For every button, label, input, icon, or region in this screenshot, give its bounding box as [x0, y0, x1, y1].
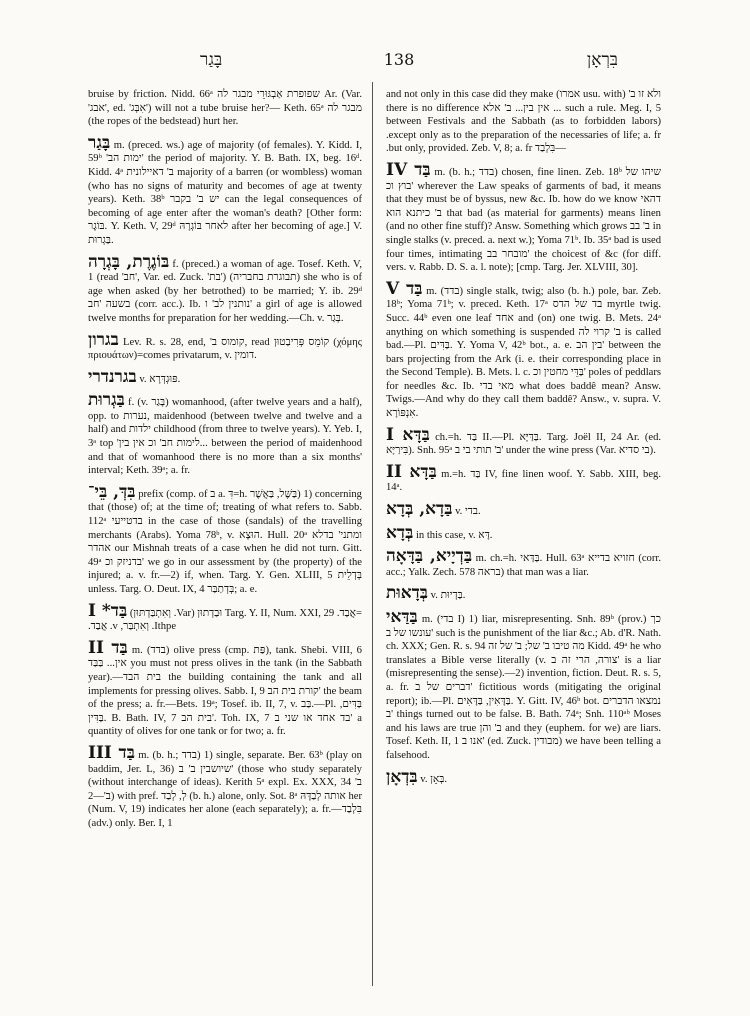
entry-definition: v. בַּדְיוּת. — [430, 590, 466, 602]
entry-headword: בּוֹגֶרֶת, בָּגְרָה — [88, 251, 170, 272]
dictionary-entry — [386, 585, 661, 603]
dictionary-entry — [88, 251, 362, 326]
entry-headword: בָּגַר — [88, 132, 111, 153]
dictionary-entry — [386, 522, 661, 543]
entry-definition: v. בדי. — [455, 506, 481, 518]
entry-definition: Lev. R. s. 28, end, 'קומוס ב, read קוֹמֵס פְּרִיבַטוּן (χόμης πριουάτων)=comes privatarum, v. דומין. — [88, 336, 362, 362]
dictionary-entry — [88, 132, 362, 248]
dictionary-entry — [386, 159, 661, 275]
entry-definition: v. פּוּגְדְּרָא. — [139, 373, 181, 385]
entry-headword: בִּדְאָן — [386, 766, 418, 787]
entry-definition: m. (בדד) olive press (cmp. פַּת), tank. Shebi. VIII, 6 אין... בַּבַּד you must not press olives in the tank (in the Sabbath year).—בית הבד the building containing the tank and all implements for pressing olives. Sabb. I, 9 קורת בית הב' the beam of the press; a. fr.—Bets. 19ᵃ; Tosef. ib. II, 7, v. בַּב.—Pl. בַּדִּים, בַּדִּין. B. Bath. IV, 7 בית הב'. Toh. IX, 7 בד אחד או שני ב' a quantity of olives for one tank or for two; a. fr. — [88, 644, 362, 738]
dictionary-entry — [88, 742, 362, 831]
entry-definition: m. (preced. ws.) age of majority (of females). Y. Kidd. I, 59ᵇ 'ימות הב' the period of majority. Y. B. Bath. IX, beg. 16ᵈ. Kidd. 4ᵃ ב' דאיילונית majority of a barren (or wombless) woman (who has no signs of maturity and becomes of age at twenty years). Keth. 38ᵇ יש ב' בקבר can the legal consequences of becoming of age enter after the woman's death? [Other form: בּוֹגֶר. Y. Keth. V, 29ᵈ לאחר בּוֹגְרָהּ after her becoming of age.] V. בַּגְרוּת. — [88, 139, 362, 246]
entry-headword: בגרון — [88, 329, 119, 350]
dictionary-entry — [88, 88, 362, 129]
page-number: 138 — [383, 50, 415, 69]
dictionary-entry — [386, 424, 661, 458]
column-divider — [372, 82, 373, 986]
entry-headword: בַּגְרוּת — [88, 390, 125, 411]
entry-definition: f. (v. בָּגַר) womanhood, (after twelve years and a half), opp. to נערות, maidenhood (between twelve and twelve and a half) and ילדות childhood (from three to twelve years). Y. Yeb. I, 3ᵃ top 'לימות חב' וכ אין בין... between the period of maidenhood and that of womanhood there is no more than a six months' interval; Keth. 39ᵃ; a. fr. — [88, 397, 362, 477]
entry-headword: בַּדָא, בְּדָא — [386, 499, 453, 520]
page-header — [92, 50, 706, 76]
entry-definition: m. (b. h.; בדד) 1) single, separate. Ber. 63ᵇ (play on baddim, Jer. L, 36) שיושבין ב' ב' (those who study separately (without interchange of ideas). Kerith 5ᵃ expl. Ex. XXX, 34 ב' ב'—2) with pref. לְ, לְבַד (b. h.) alone, only. Sot. 8ᵃ אותה לְבַדָּהּ her (Num. V, 19) indicates her alone (each separately); a. fr.—בִּלְבַד (adv.) only. Ber. I, 1 — [88, 749, 362, 829]
entry-headword: בִּדְּ, בֵּי־ — [88, 481, 136, 502]
running-head-left: בָּגַר — [200, 50, 223, 70]
entry-headword: בְּדָאוּת — [386, 583, 429, 604]
entry-headword: בַּד II — [88, 637, 128, 658]
dictionary-entry — [386, 278, 661, 421]
dictionary-entry — [386, 461, 661, 495]
entry-headword: בַּדַּאי — [386, 607, 418, 627]
dictionary-entry — [88, 600, 362, 634]
right-column — [386, 88, 661, 990]
entry-headword: בְּדָא — [386, 522, 414, 543]
entry-definition: f. (preced.) a woman of age. Tosef. Keth. V, 1 (read 'חב', Var. ed. Zuck. 'בת') (תבוגרת בחבריה) she who is of age when asked (by her betrothed) to be married; Y. ib. 29ᵈ בשעה 'חב (corr. acc.). Ib. נותנין לב' ו' a girl of age is allowed twelve months for preparation for her wedding.—Ch. v. בְּגַר. — [88, 258, 362, 324]
entry-headword: בַּדָּא I — [386, 424, 430, 445]
dictionary-entry — [386, 548, 661, 579]
entry-headword: בַּדָּא II — [386, 461, 437, 482]
entry-definition: in this case, v. דָּא. — [415, 529, 493, 541]
entry-definition: =אֲבַד. Targ. Y. II, Num. XXI, 29 וּבַדְתוּן (Var. וְאִתְבַּדְתּוּן) Ithpe. וְאִתְבַּר, v. אֲבַד. — [88, 607, 362, 633]
entry-definition: m. ch.=h. בַּדַּאי. Hull. 63ᵃ חזויא בדייא (corr. acc.; Yalk. Zech. 578 בראה) that man was a liar. — [386, 553, 661, 578]
entry-definition: prefix (comp. of ב a. דִּ=h. בַּשֶּׁל, בַּאֲשֶׁר) 1) concerning that (those) of; at the time of; treating of what refers to. Sabb. 112ᵃ בדטייעי in the case of those (sandals) of the travelling merchants (Arabs). Yoma 78ᵇ, v. הוּצָא. Hull. 20ᵃ ומתני' בדלא אהדר our Mishnah treats of a case when he did not turn. Gitt. 49ᵃ בדניזק וכ' we go in our assessment by (the property) of the injured; a. v. fr.—2) if, when. Targ. Y. Gen. XLIII, 5 בְּדְלֵית unless. Targ. O. Deut. IX, 4 בְּדְתַבַּר; a. e. — [88, 488, 362, 595]
entry-definition: v. בְּאָן. — [420, 773, 448, 785]
entry-definition: ולא זו ב' (usu. with אמרו) and not only in this case did they make such a rule. Meg. I, 5 ... אין בין... ב' אלא there is no difference between Festivals and the Sabbath (as to forbidden labors) except only as to the preparation of the necessaries of life; a. fr.—בִּלְבַד but only, provided. Zeb. V, 8; a. fr. — [386, 89, 661, 155]
entry-headword: בַּד* I — [88, 600, 128, 621]
entry-definition: ch.=h. בַּד II.—Pl. בַּדַּיָּא. Targ. Joël II, 24 Ar. (ed. בִּירַיָּא). Snh. 95ᵃ ב' תותי בי ב' under the wine press (Var. בי סדיא). — [386, 431, 661, 457]
dictionary-entry — [88, 392, 362, 478]
dictionary-entry — [88, 329, 362, 363]
entry-definition: m. (בדי I) 1) liar, misrepresenting. Snh. 89ᵇ (prov.) כך עונשו של ב' such is the punishment of the liar &c.; Ab. d'R. Nath. ch. XXX; Gen. R. s. 94 מה טיבו ב' של; ב' של זה Kidd. 49ᵃ he who translates a Bible verse literally (v. צורה, הרי זה ב' is a liar (misrepresenting the sense).—2) invention, fiction. Deut. R. s. 5, a. fr. דברים של ב' fictitious words (mitigating the original report); ib.—Pl. בַּדָּאִין, בַּדָּאִים. Y. Gitt. IV, 46ᵇ bot. נמצאו הדברים ב' things turned out to be false. B. Bath. 74ᵃ; Snh. 110ᵃᵇ Moses and his laws are true ב' והן and they (euphem. for we) are liars. Tosef. Keth. II, 1 אנו ב' (ed. Zuck. מבודין) we have been telling a falsehood. — [386, 614, 661, 761]
entry-headword: בַּדְיָיא, בַּדָּאָה — [386, 546, 473, 567]
dictionary-entry — [88, 366, 362, 387]
entry-definition: m. (בדד) single stalk, twig; also (b. h.) pole, bar. Zeb. 18ᵇ; Yoma 71ᵇ; v. preced. Keth. 17ᵃ בד של הדס myrtle twig. Succ. 44ᵇ even one leaf אחד and (on) one twig. B. Mets. 24ᵃ anything on which something is suspended ב' קרוי לה is called bad.—Pl. בַּדִּים. Y. Yoma V, 42ᵇ bot., a. e. בין הב' between the bars projecting from the Ark (i. e. their corresponding place in the Second Temple). B. Mets. l. c. בַּדֵּי מחטין וכ' poles of peddlars for needles &c. Ib. מאי בדי what does baddê mean? Answ. Twigs.—And why do they call them baddê? Answ., v. supra. V. אִנְפּוֹרָא. — [386, 285, 661, 420]
entry-headword: בַּד IV — [386, 159, 431, 180]
dictionary-entry — [386, 766, 661, 787]
left-column — [88, 88, 362, 990]
dictionary-entry — [386, 88, 661, 156]
dictionary-entry — [88, 637, 362, 739]
dictionary-entry — [386, 609, 661, 763]
entry-headword: בַּד III — [88, 742, 135, 763]
entry-definition: m. (b. h.; בדד) chosen, fine linen. Zeb. 18ᵇ שיהו של בוץ וכ' wherever the Law speaks of garments of bad, it means that they must be of byssus, new &c. Ib. how do we know דהאי ב' כיתנא הוא that bad (as material for garments) means linen (and no other fine stuff)? Answ. Something which grows ב' בב in single stalks (v. preced. a. next w.); Yoma 71ᵇ. Ib. 35ᵃ bad is used four times, intimating מובחר בב' the choicest of &c (for diff. vers. v. Rabb. D. S. a. l. note); [cmp. Targ. Jer. XLVIII, 30]. — [386, 166, 661, 274]
entry-definition: bruise by friction. Nidd. 66ᵃ שפופרת אַבְגּוּרֵי מבגר לה Ar. (Var. 'אבג', ed. 'אִבְּג') will not a tube bruise her?— Keth. 65ᵃ מבגר לה (the ropes of the bedstead) hurt her. — [88, 89, 362, 128]
entry-headword: בגרנדרי — [88, 366, 137, 387]
dictionary-entry — [88, 481, 362, 597]
running-head-right: בִּרְאָן — [586, 50, 618, 70]
dictionary-entry — [386, 501, 661, 519]
entry-headword: בַּד V — [386, 278, 423, 299]
entry-definition: m.=h. בַּד IV, fine linen woof. Y. Sabb. XIII, beg. 14ᵃ. — [386, 468, 661, 494]
